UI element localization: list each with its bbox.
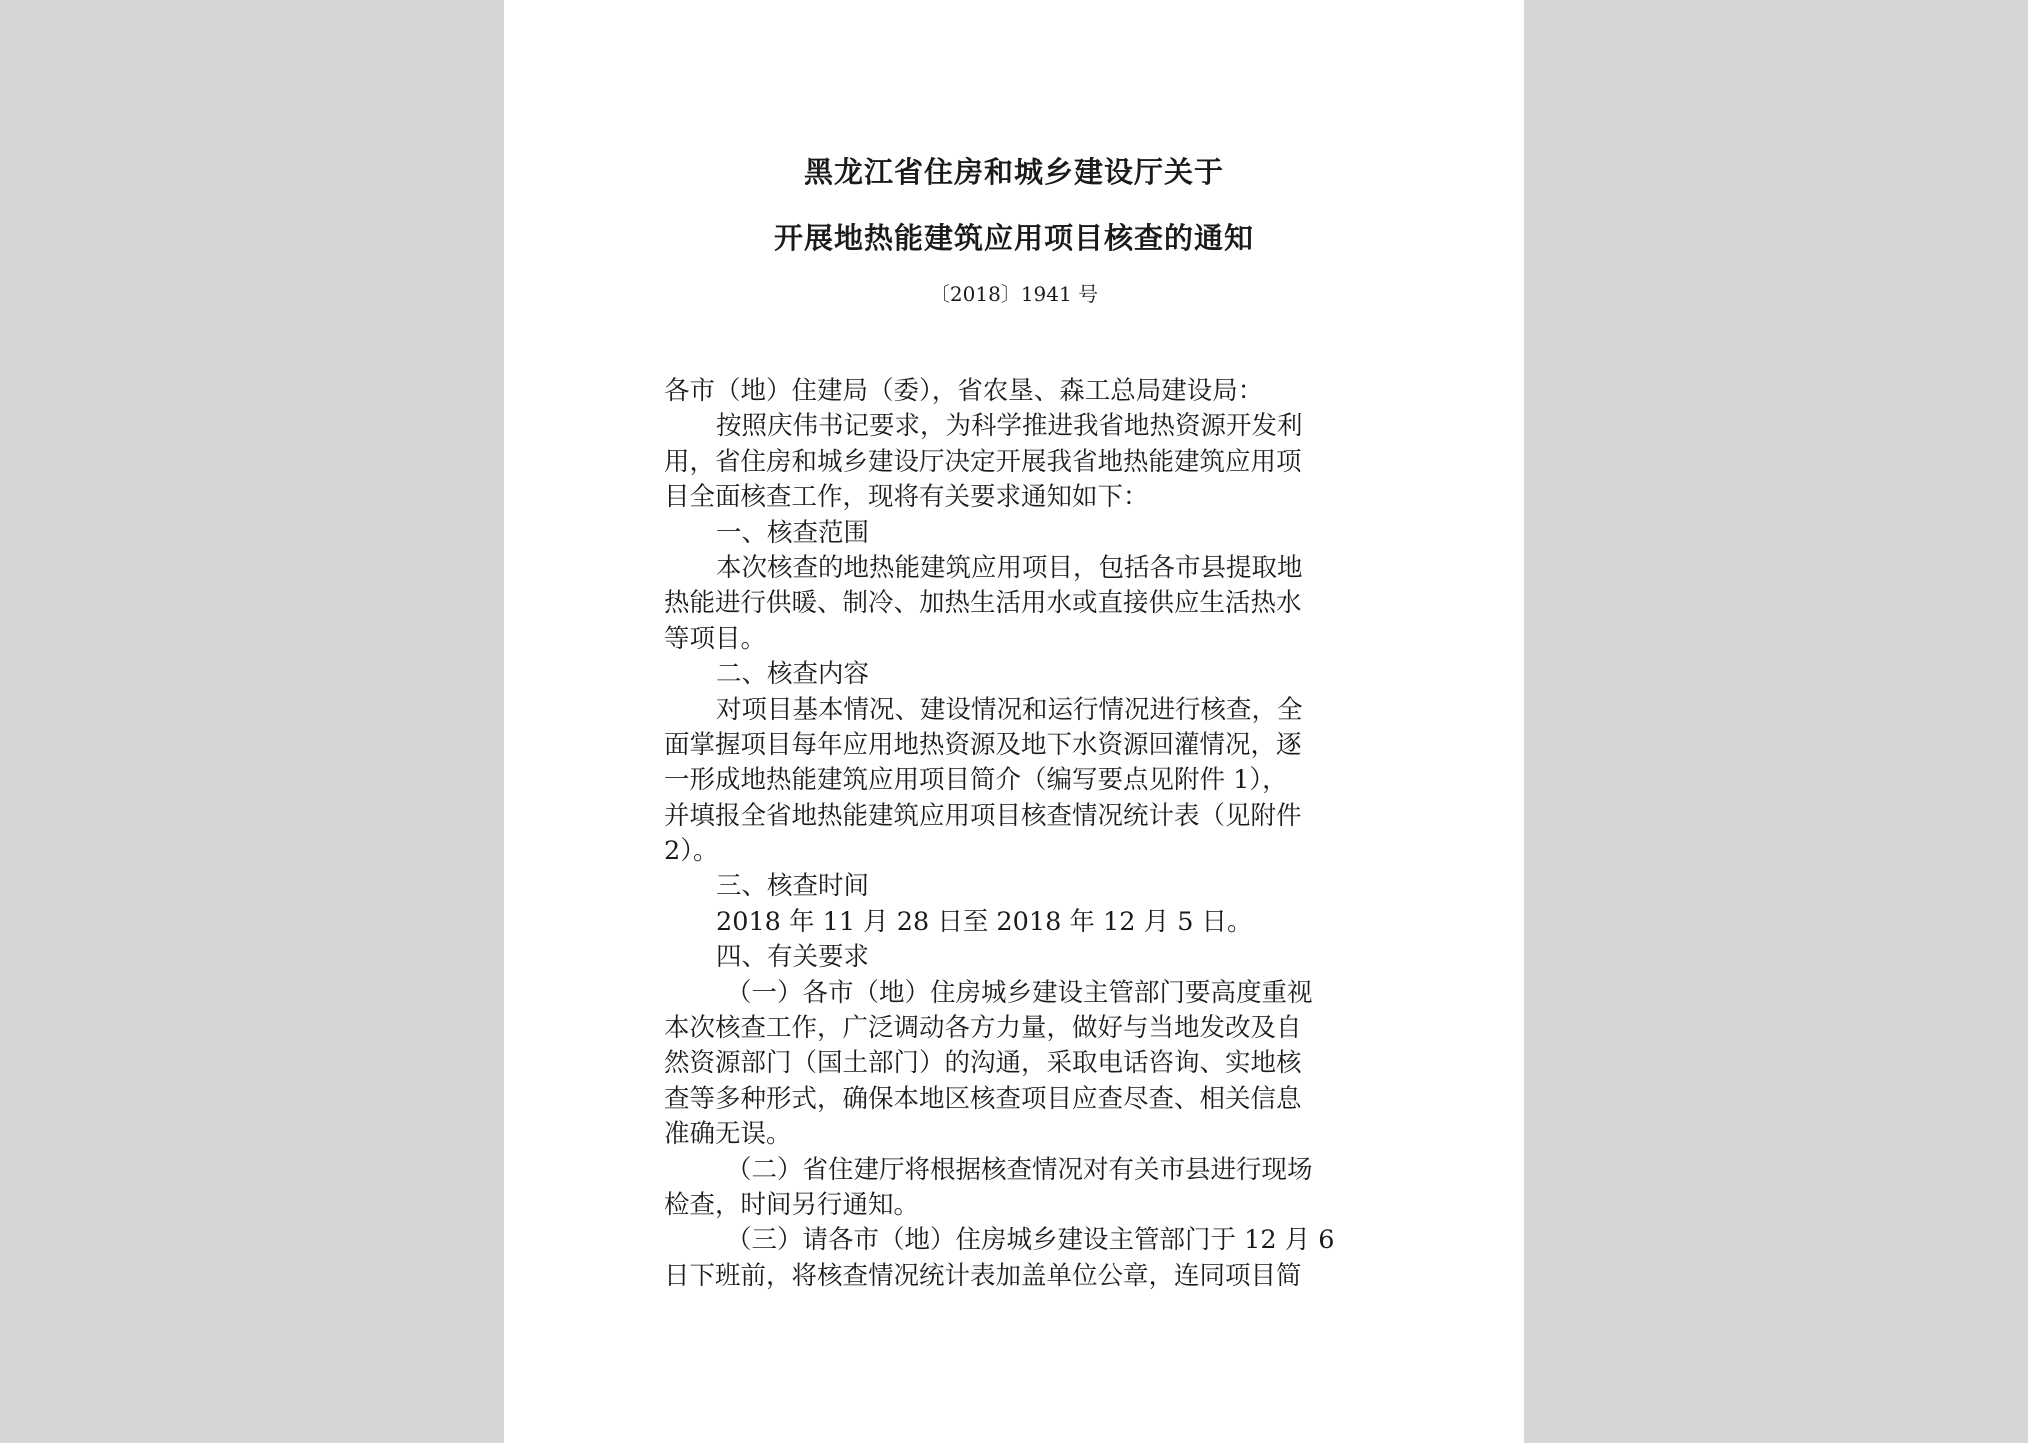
- body-line: 检查，时间另行通知。: [664, 1189, 920, 1220]
- document-number: 〔2018〕1941 号: [929, 282, 1099, 306]
- body-line: 然资源部门（国土部门）的沟通，采取电话咨询、实地核: [664, 1048, 1302, 1079]
- document-title-line-2: 开展地热能建筑应用项目核查的通知: [773, 221, 1254, 255]
- body-line: 按照庆伟书记要求，为科学推进我省地热资源开发利: [716, 411, 1303, 442]
- section-heading: 二、核查内容: [716, 659, 870, 690]
- body-line: 查等多种形式，确保本地区核查项目应查尽查、相关信息: [664, 1083, 1302, 1114]
- body-line: 对项目基本情况、建设情况和运行情况进行核查，全: [716, 694, 1303, 725]
- body-line: 2018 年 11 月 28 日至 2018 年 12 月 5 日。: [716, 906, 1253, 937]
- body-line: 目全面核查工作，现将有关要求通知如下：: [664, 482, 1149, 513]
- body-line: 等项目。: [664, 623, 767, 654]
- section-heading: 四、有关要求: [716, 942, 870, 973]
- body-line: （三）请各市（地）住房城乡建设主管部门于 12 月 6: [726, 1225, 1335, 1256]
- document-title-line-1: 黑龙江省住房和城乡建设厅关于: [803, 155, 1224, 189]
- body-line: （二）省住建厅将根据核查情况对有关市县进行现场: [726, 1154, 1313, 1185]
- body-line: 准确无误。: [664, 1119, 792, 1150]
- body-line: 面掌握项目每年应用地热资源及地下水资源回灌情况，逐: [664, 729, 1302, 760]
- body-line: 日下班前，将核查情况统计表加盖单位公章，连同项目简: [664, 1260, 1302, 1291]
- body-line: 2）。: [664, 836, 719, 867]
- body-line: 本次核查工作，广泛调动各方力量，做好与当地发改及自: [664, 1013, 1302, 1044]
- body-line: （一）各市（地）住房城乡建设主管部门要高度重视: [726, 977, 1313, 1008]
- document-body: [664, 374, 1364, 1294]
- section-heading: 三、核查时间: [716, 871, 870, 902]
- body-line: 一形成地热能建筑应用项目简介（编写要点见附件 1），: [664, 765, 1288, 796]
- body-line: 各市（地）住建局（委），省农垦、森工总局建设局：: [664, 376, 1264, 406]
- body-line: 热能进行供暖、制冷、加热生活用水或直接供应生活热水: [664, 588, 1302, 619]
- document-page: [504, 0, 1524, 1443]
- body-line: 并填报全省地热能建筑应用项目核查情况统计表（见附件: [664, 800, 1302, 831]
- section-heading: 一、核查范围: [716, 517, 870, 548]
- body-line: 本次核查的地热能建筑应用项目，包括各市县提取地: [716, 552, 1303, 583]
- body-line: 用，省住房和城乡建设厅决定开展我省地热能建筑应用项: [664, 446, 1302, 477]
